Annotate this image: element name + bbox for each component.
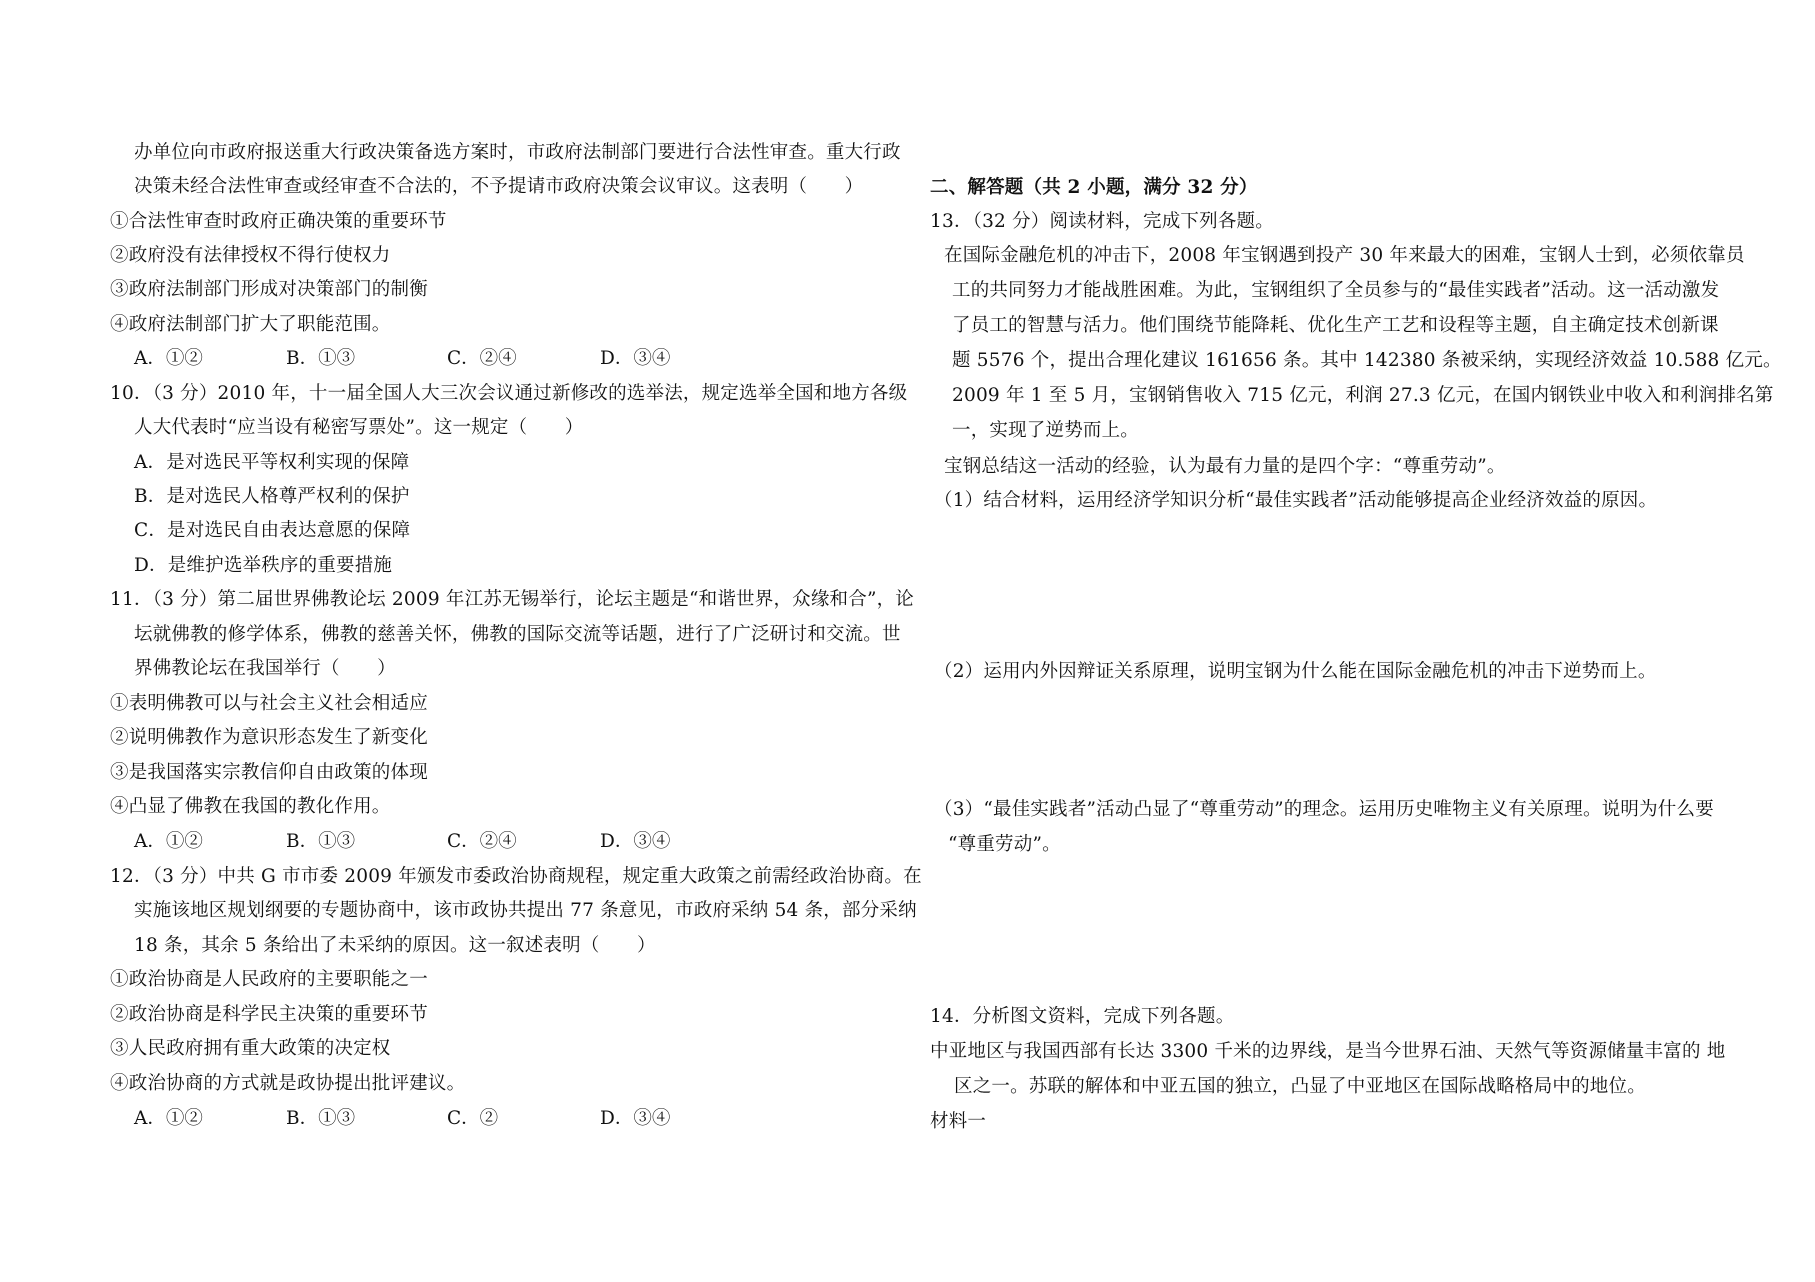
q9-item-3: ③政府法制部门形成对决策部门的制衡 [110,279,428,300]
q13-material-line-2: 工的共同努力才能战胜困难。为此，宝钢组织了全员参与的“最佳实践者”活动。这一活动激发 [952,280,1720,301]
q10-stem-line-2: 人大代表时“应当设有秘密写票处”。这一规定（ ） [134,417,584,438]
q14-intro-line-2: 区之一。苏联的解体和中亚五国的独立，凸显了中亚地区在国际战略格局中的地位。 [954,1076,1646,1097]
q13-sub-question-1: （1）结合材料，运用经济学知识分析“最佳实践者”活动能够提高企业经济效益的原因。 [934,490,1658,511]
q12-item-1: ①政治协商是人民政府的主要职能之一 [110,969,428,990]
q11-option-a[interactable]: A．①② [134,831,203,852]
q12-item-4: ④政治协商的方式就是政协提出批评建议。 [110,1073,466,1094]
q12-option-a[interactable]: A．①② [134,1108,203,1129]
q13-sub-question-3-line-2: “尊重劳动”。 [948,834,1061,855]
q11-option-d[interactable]: D．③④ [600,831,671,852]
q12-stem-line-1: 12．（3 分）中共 G 市市委 2009 年颁发市委政治协商规程，规定重大政策之前需经政治协商。在 [110,866,922,887]
q10-option-a[interactable]: A．是对选民平等权利实现的保障 [134,452,410,473]
q9-option-b[interactable]: B．①③ [286,348,356,369]
q10-option-c[interactable]: C．是对选民自由表达意愿的保障 [134,520,411,541]
q13-sub-question-3-line-1: （3）“最佳实践者”活动凸显了“尊重劳动”的理念。运用历史唯物主义有关原理。说明为什么要 [934,799,1714,820]
q10-stem-line-1: 10．（3 分）2010 年，十一届全国人大三次会议通过新修改的选举法，规定选举全国和地方各级 [110,383,908,404]
q9-item-2: ②政府没有法律授权不得行使权力 [110,245,391,266]
q13-sub-question-2: （2）运用内外因辩证关系原理，说明宝钢为什么能在国际金融危机的冲击下逆势而上。 [934,661,1657,682]
q11-stem-line-2: 坛就佛教的修学体系，佛教的慈善关怀，佛教的国际交流等话题，进行了广泛研讨和交流。世 [134,624,901,645]
q13-material-line-4: 题 5576 个，提出合理化建议 161656 条。其中 142380 条被采纳，实现经济效益 10.588 亿元。 [952,350,1782,371]
q12-option-d[interactable]: D．③④ [600,1108,671,1129]
q12-item-2: ②政治协商是科学民主决策的重要环节 [110,1004,428,1025]
q12-stem-line-3: 18 条，其余 5 条给出了未采纳的原因。这一叙述表明（ ） [134,935,656,956]
q9-option-d[interactable]: D．③④ [600,348,671,369]
q11-stem-line-1: 11．（3 分）第二届世界佛教论坛 2009 年江苏无锡举行，论坛主题是“和谐世界，众缘和合”，论 [110,589,915,610]
q13-stem: 13．（32 分）阅读材料，完成下列各题。 [930,211,1274,232]
q9-item-1: ①合法性审查时政府正确决策的重要环节 [110,211,447,232]
q11-item-1: ①表明佛教可以与社会主义社会相适应 [110,693,428,714]
q9-option-c[interactable]: C．②④ [447,348,517,369]
q14-stem: 14．分析图文资料，完成下列各题。 [930,1006,1235,1027]
q10-option-b[interactable]: B．是对选民人格尊严权利的保护 [134,486,410,507]
q10-option-d[interactable]: D．是维护选举秩序的重要措施 [134,555,393,576]
q14-intro-line-1: 中亚地区与我国西部有长达 3300 千米的边界线，是当今世界石油、天然气等资源储量丰富的 地 [930,1041,1726,1062]
q13-material-line-5: 2009 年 1 至 5 月，宝钢销售收入 715 亿元，利润 27.3 亿元，在国内钢铁业中收入和利润排名第 [952,385,1774,406]
q9-option-a[interactable]: A．①② [134,348,203,369]
q14-material-label: 材料一 [930,1111,987,1132]
q12-item-3: ③人民政府拥有重大政策的决定权 [110,1038,391,1059]
q11-option-b[interactable]: B．①③ [286,831,356,852]
q13-summary: 宝钢总结这一活动的经验，认为最有力量的是四个字：“尊重劳动”。 [944,456,1506,477]
q11-option-c[interactable]: C．②④ [447,831,517,852]
q9-lead-line-2: 决策未经合法性审查或经审查不合法的，不予提请市政府决策会议审议。这表明（ ） [134,176,864,197]
section-title: 二、解答题（共 2 小题，满分 32 分） [930,177,1258,198]
q11-item-4: ④凸显了佛教在我国的教化作用。 [110,796,391,817]
q12-stem-line-2: 实施该地区规划纲要的专题协商中，该市政协共提出 77 条意见，市政府采纳 54 条，部分采纳 [134,900,917,921]
q9-lead-line-1: 办单位向市政府报送重大行政决策备选方案时，市政府法制部门要进行合法性审查。重大行政 [134,142,901,163]
q12-option-b[interactable]: B．①③ [286,1108,356,1129]
q11-stem-line-3: 界佛教论坛在我国举行（ ） [134,658,396,679]
q13-material-line-1: 在国际金融危机的冲击下，2008 年宝钢遇到投产 30 年来最大的困难，宝钢人士到，必须依靠员 [944,245,1745,266]
q13-material-line-3: 了员工的智慧与活力。他们围绕节能降耗、优化生产工艺和设程等主题，自主确定技术创新课 [952,315,1719,336]
q11-item-2: ②说明佛教作为意识形态发生了新变化 [110,727,428,748]
q9-item-4: ④政府法制部门扩大了职能范围。 [110,314,391,335]
q13-material-line-6: 一，实现了逆势而上。 [952,420,1140,441]
q12-option-c[interactable]: C．② [447,1108,499,1129]
q11-item-3: ③是我国落实宗教信仰自由政策的体现 [110,762,428,783]
